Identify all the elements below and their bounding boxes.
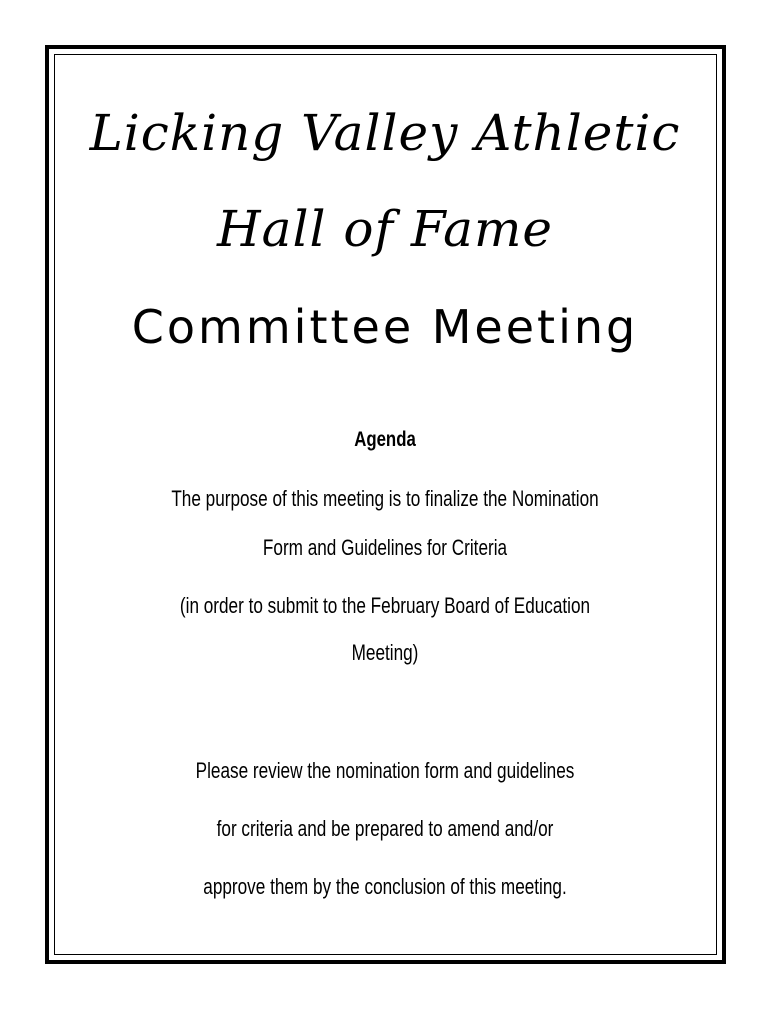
instructions-line-2: for criteria and be prepared to amend and/or (216, 816, 554, 841)
title-line-1: Licking Valley Athletic (89, 104, 681, 162)
purpose-line-1: The purpose of this meeting is to finalize the Nomination (171, 486, 599, 511)
agenda-heading: Agenda (354, 428, 416, 451)
title-line-2: Hall of Fame (217, 200, 553, 258)
instructions-line-3: approve them by the conclusion of this meeting. (203, 874, 567, 899)
instructions-line-1: Please review the nomination form and guidelines (195, 758, 575, 783)
note-line-2: Meeting) (351, 640, 419, 665)
meeting-heading: Committee Meeting (131, 300, 639, 354)
note-line-1: (in order to submit to the February Board of Education (179, 593, 591, 618)
purpose-line-2: Form and Guidelines for Criteria (262, 535, 508, 560)
